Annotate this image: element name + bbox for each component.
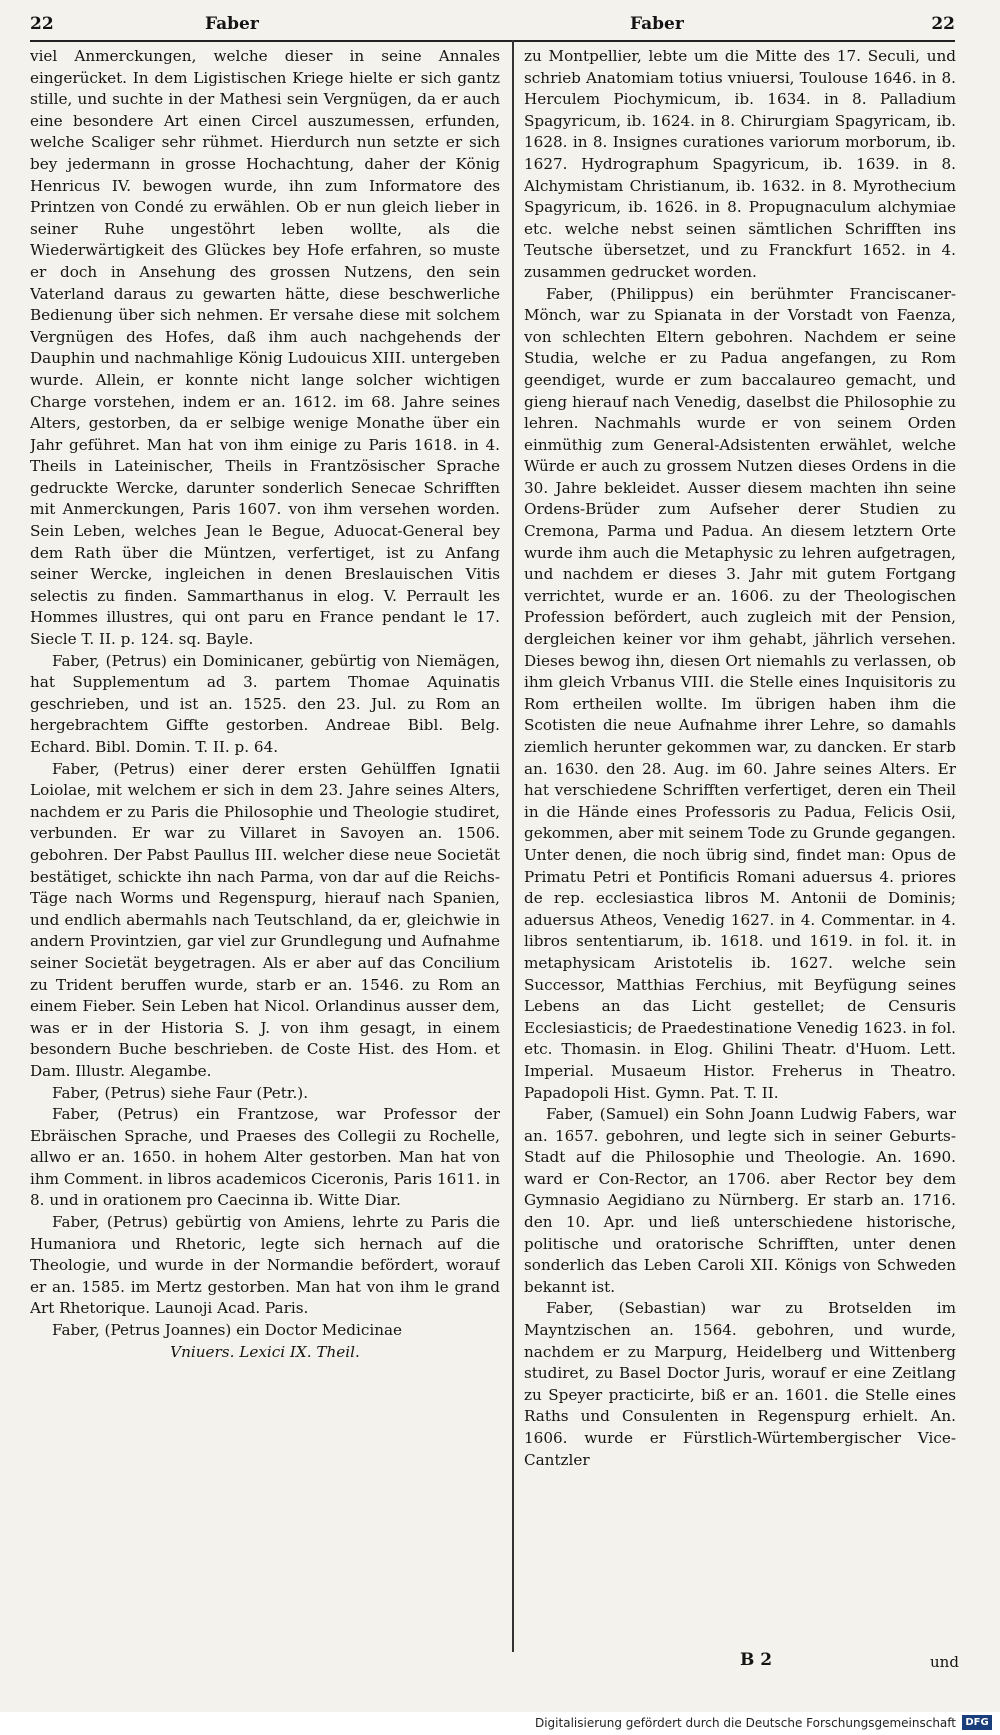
paragraph: Faber, (Petrus Joannes) ein Doctor Medicinae — [52, 1321, 403, 1340]
left-running-title: Faber — [205, 14, 259, 34]
right-running-title: Faber — [630, 14, 684, 34]
digitization-bar — [0, 1712, 1000, 1735]
paragraph: Faber, (Petrus) einer derer ersten Gehülffen Ignatii Loiolae, mit welchem er sich in dem 23. Jahre seines Alters, nachdem er zu Paris die Philosophie und Theologie studiret, verbunden. Er war zu Villaret in Savoyen an. 1506. gebohren. Der Pabst Paullus III. welcher diese neue Societät bestätiget, schickte ihn nach Parma, von dar auf die Reichs-Täge nach Worms und Regenspurg, hierauf nach Spanien, und endlich abermahls nach Teutschland, da er, gleichwie in andern Provintzien, gar viel zur Grundlegung und Aufnahme seiner Societät beygetragen. Als er aber auf das Concilium zu Trident beruffen wurde, starb er an. 1546. zu Rom an einem Fieber. Sein Leben hat Nicol. Orlandinus ausser dem, was er in der Historia S. J. von ihm gesagt, in einem besondern Buche beschrieben. de Coste Hist. des Hom. et Dam. Illustr. Alegambe. — [30, 759, 500, 1080]
paragraph: Faber, (Sebastian) war zu Brotselden im Mayntzischen an. 1564. gebohren, und wurde, nachdem er zu Marpurg, Heidelberg und Wittenberg studiret, zu Basel Doctor Juris, worauf er eine Zeitlang zu Speyer practicirte, biß er an. 1601. die Stelle eines Raths und Consulenten in Regenspurg erhielt. An. 1606. wurde er Fürstlich-Würtembergischer Vice-Cantzler — [524, 1299, 956, 1469]
header-rule — [30, 40, 955, 42]
right-column — [524, 46, 956, 1646]
paragraph: Faber, (Petrus) ein Dominicaner, gebürtig von Niemägen, hat Supplementum ad 3. partem Thomae Aquinatis geschrieben, und ist an. 1525. den 23. Jul. zu Rom an hergebrachtem Giffte gestorben. Andreae Bibl. Belg. Echard. Bibl. Domin. T. II. p. 64. — [30, 651, 500, 756]
paragraph: Faber, (Petrus) gebürtig von Amiens, lehrte zu Paris die Humaniora und Rhetoric, legte sich hernach auf die Theologie, und wurde in der Normandie befördert, worauf er an. 1585. im Mertz gestorben. Man hat von ihm le grand Art Rhetorique. Launoji Acad. Paris. — [30, 1213, 500, 1318]
catchword: und — [930, 1653, 959, 1671]
paragraph: Faber, (Samuel) ein Sohn Joann Ludwig Fabers, war an. 1657. gebohren, und legte sich in seiner Geburts-Stadt auf die Philosophie und Theologie. An. 1690. ward er Con-Rector, an 1706. aber Rector bey dem Gymnasio Aegidiano zu Nürnberg. Er starb an. 1716. den 10. Apr. und ließ unterschiedene historische, politische und oratorische Schrifften, unter denen sonderlich das Leben Caroli XII. Königs von Schweden bekannt ist. — [524, 1105, 956, 1296]
running-header — [30, 14, 955, 42]
dfg-logo: DFG — [962, 1715, 992, 1730]
paragraph: viel Anmerckungen, welche dieser in seine Annales eingerücket. In dem Ligistischen Kriege hielte er sich gantz stille, und suchte in der Mathesi sein Vergnügen, da er auch eine besondere Art einen Circel auszumessen, erfunden, welche Scaliger sehr rühmet. Hierdurch nun setzte er sich bey jedermann in grosse Hochachtung, daher der König Henricus IV. bewogen wurde, ihn zum Informatore des Printzen von Condé zu erwählen. Ob er nun gleich lieber in seiner Ruhe ungestöhrt leben wollte, als die Wiederwärtigkeit des Glückes bey Hofe erfahren, so muste er doch in Ansehung des grossen Nutzens, den sein Vaterland daraus zu gewarten hätte, diese beschwerliche Bedienung über sich nehmen. Er versahe diese mit solchem Vergnügen des Hofes, daß ihm auch nachgehends der Dauphin und nachmahlige König Ludouicus XIII. untergeben wurde. Allein, er konnte nicht lange solcher wichtigen Charge vorstehen, indem er an. 1612. im 68. Jahre seines Alters, gestorben, da er selbige wenige Monathe über ein Jahr geführet. Man hat von ihm einige zu Paris 1618. in 4. Theils in Lateinischer, Theils in Frantzösischer Sprache gedruckte Wercke, darunter sonderlich Senecae Schrifften mit Anmerckungen, Paris 1607. von ihm versehen worden. Sein Leben, welches Jean le Begue, Aduocat-General bey dem Rath über die Müntzen, verfertiget, ist zu Anfang seiner Wercke, ingleichen in denen Breslauischen Vitis selectis zu finden. Sammarthanus in elog. V. Perrault les Hommes illustres, qui ont paru en France pendant le 17. Siecle T. II. p. 124. sq. Bayle. — [30, 47, 500, 649]
column-divider — [512, 40, 514, 1652]
left-page-number: 22 — [30, 14, 54, 34]
right-page-number: 22 — [931, 14, 955, 34]
left-column — [30, 46, 500, 1646]
paragraph: Vniuers. Lexici IX. Theil. — [170, 1342, 360, 1361]
paragraph: Faber, (Petrus) siehe Faur (Petr.). — [52, 1083, 309, 1102]
paragraph: Faber, (Philippus) ein berühmter Franciscaner-Mönch, war zu Spianata in der Vorstadt von Faenza, von schlechten Eltern gebohren. Nachdem er seine Studia, welche er zu Padua angefangen, zu Rom geendiget, wurde er zum baccalaureo gemacht, und gieng hierauf nach Venedig, daselbst die Philosophie zu lehren. Nachmahls wurde er von seinem Orden einmüthig zum General-Adsistenten erwählet, welche Würde er auch zu grossem Nutzen dieses Ordens in die 30. Jahre bekleidet. Ausser diesem machten ihn seine Ordens-Brüder zum Aufseher derer Studien zu Cremona, Parma und Padua. An diesem letztern Orte wurde ihm auch die Metaphysic zu lehren aufgetragen, und nachdem er dieses 3. Jahr mit gutem Fortgang verrichtet, wurde er an. 1606. zu der Theologischen Profession befördert, auch zugleich mit der Pension, dergleichen keiner vor ihm gehabt, jährlich versehen. Dieses bewog ihn, diesen Ort niemahls zu verlassen, ob ihm gleich Vrbanus VIII. die Stelle eines Inquisitoris zu Rom ertheilen wollte. Im übrigen haben ihm die Scotisten die neue Aufnahme ihrer Lehre, so damahls ziemlich herunter gekommen war, zu dancken. Er starb an. 1630. den 28. Aug. im 60. Jahre seines Alters. Er hat verschiedene Schrifften verfertiget, deren ein Theil in die Hände eines Professoris zu Padua, Felicis Osii, gekommen, aber mit seinem Tode zu Grunde gegangen. Unter denen, die noch übrig sind, findet man: Opus de Primatu Petri et Pontificis Romani aduersus 4. priores de rep. ecclesiastica libros M. Antonii de Dominis; aduersus Atheos, Venedig 1627. in 4. Commentar. in 4. libros sententiarum, ib. 1618. und 1619. in fol. it. in metaphysicam Aristotelis ib. 1627. welche sein Successor, Matthias Ferchius, mit Beyfügung seines Lebens an das Licht gestellet; de Censuris Ecclesiasticis; de Praedestinatione Venedig 1623. in fol. etc. Thomasin. in Elog. Ghilini Theatr. d'Huom. Lett. Imperial. Musaeum Histor. Freherus in Theatro. Papadopoli Hist. Gymn. Pat. T. II. — [524, 284, 956, 1102]
paragraph: zu Montpellier, lebte um die Mitte des 17. Seculi, und schrieb Anatomiam totius vniuersi, Toulouse 1646. in 8. Herculem Piochymicum, ib. 1634. in 8. Palladium Spagyricum, ib. 1624. in 8. Chirurgiam Spagyricam, ib. 1628. in 8. Insignes curationes variorum morborum, ib. 1627. Hydrographum Spagyricum, ib. 1639. in 8. Alchymistam Christianum, ib. 1632. in 8. Myrothecium Spagyricum, ib. 1626. in 8. Propugnaculum alchymiae etc. welche nebst seinen sämtlichen Schrifften ins Teutsche übersetzet, und zu Franckfurt 1652. in 4. zusammen gedrucket worden. — [524, 47, 956, 281]
digitization-note: Digitalisierung gefördert durch die Deutsche Forschungsgemeinschaft — [534, 1716, 956, 1730]
signature-mark: B 2 — [740, 1650, 773, 1670]
paragraph: Faber, (Petrus) ein Frantzose, war Professor der Ebräischen Sprache, und Praeses des Collegii zu Rochelle, allwo er an. 1650. in hohem Alter gestorben. Man hat von ihm Comment. in libros academicos Ciceronis, Paris 1611. in 8. und in orationem pro Caecinna ib. Witte Diar. — [30, 1105, 500, 1210]
